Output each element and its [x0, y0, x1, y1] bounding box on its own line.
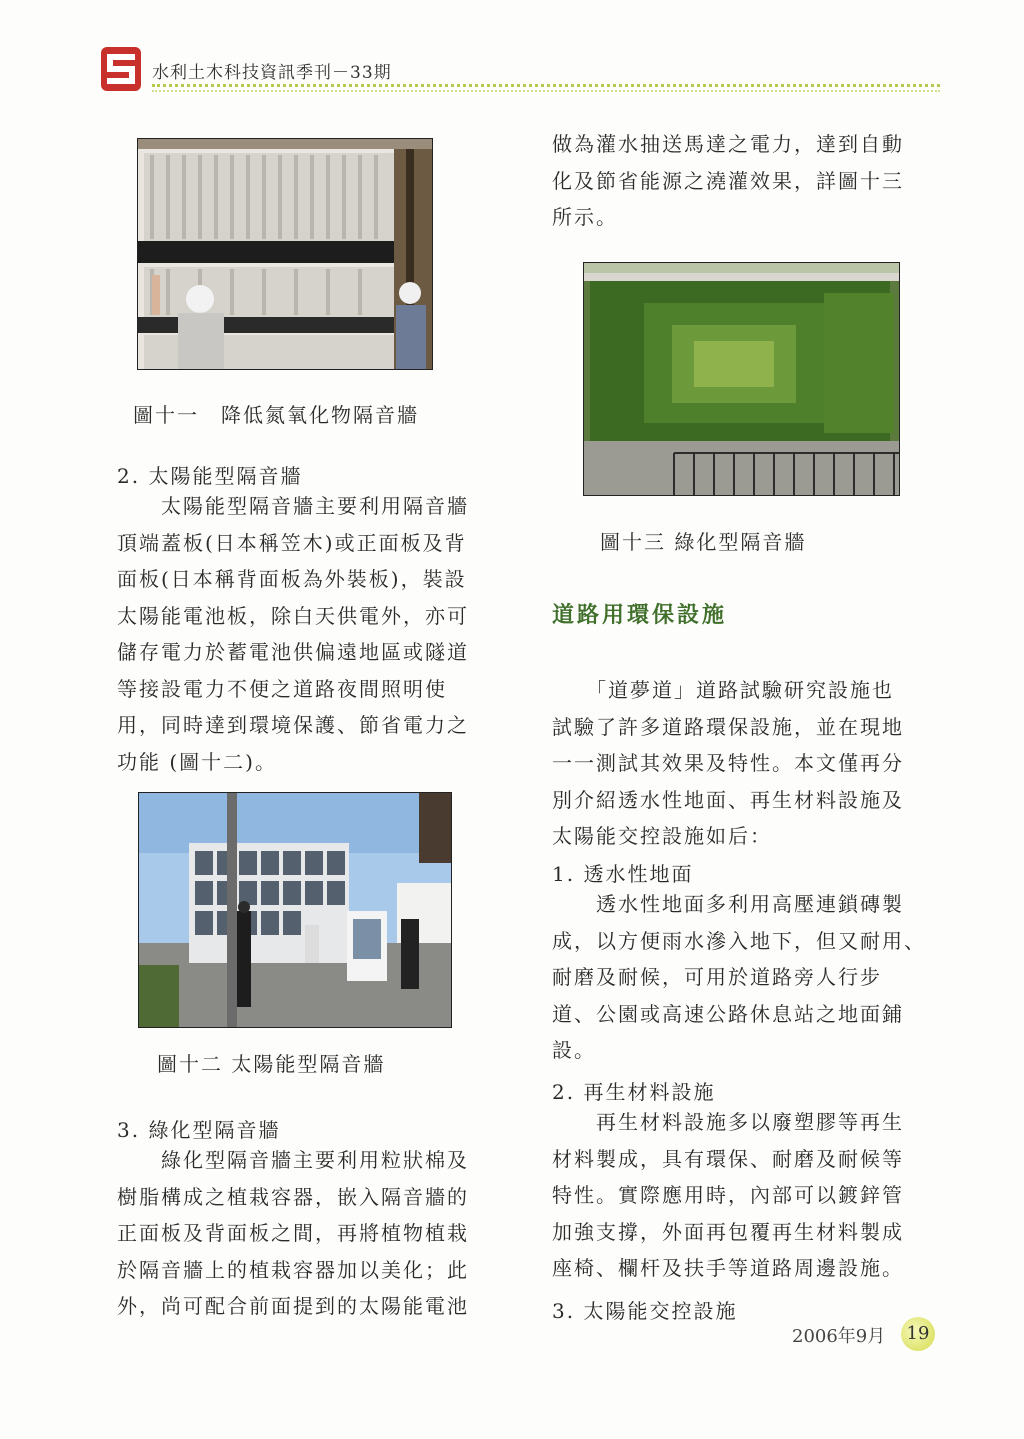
- paragraph-recycled-materials: [552, 1104, 904, 1287]
- text-line: 功能 (圖十二)。: [117, 749, 277, 774]
- heading-solar-traffic-control: 3. 太陽能交控設施: [552, 1299, 738, 1323]
- paragraph-road-facilities-intro: [552, 672, 904, 855]
- journal-logo-icon: [100, 46, 142, 92]
- text-line: 太陽能電池板，除白天供電外，亦可: [117, 603, 469, 628]
- text-line: 成，以方便雨水滲入地下，但又耐用、: [552, 928, 926, 953]
- figure-13-caption: 圖十三 綠化型隔音牆: [600, 530, 807, 554]
- journal-title: 水利土木科技資訊季刊－33期: [152, 63, 392, 83]
- text-line: 外，尚可配合前面提到的太陽能電池: [117, 1294, 469, 1318]
- text-line: 樹脂構成之植栽容器，嵌入隔音牆的: [117, 1184, 469, 1209]
- text-line: 「道夢道」道路試驗研究設施也: [552, 678, 894, 702]
- page-header: [100, 46, 940, 96]
- figure-11-photo: [137, 138, 433, 370]
- paragraph-solar-wall: [117, 488, 469, 780]
- text-line: 座椅、欄杆及扶手等道路周邊設施。: [552, 1256, 904, 1280]
- text-line: 太陽能交控設施如后：: [552, 824, 772, 848]
- text-line: 化及節省能源之澆灌效果，詳圖十三: [552, 168, 904, 193]
- text-line: 等接設電力不便之道路夜間照明使: [117, 676, 447, 701]
- figure-13-photo: [583, 262, 900, 496]
- heading-solar-wall: 2. 太陽能型隔音牆: [117, 464, 303, 488]
- text-line: 綠化型隔音牆主要利用粒狀棉及: [117, 1148, 469, 1172]
- text-line: 面板(日本稱背面板為外裝板)，裝設: [117, 567, 467, 591]
- text-line: 別介紹透水性地面、再生材料設施及: [552, 787, 904, 812]
- heading-permeable-ground: 1. 透水性地面: [552, 862, 694, 886]
- text-line: 道、公園或高速公路休息站之地面鋪: [552, 1001, 904, 1026]
- header-divider: [152, 84, 940, 87]
- section-title: 道路用環保設施: [552, 603, 728, 628]
- text-line: 太陽能型隔音牆主要利用隔音牆: [117, 494, 469, 518]
- text-line: 於隔音牆上的植栽容器加以美化；此: [117, 1257, 469, 1282]
- text-line: 設。: [552, 1038, 596, 1062]
- text-line: 特性。實際應用時，內部可以鍍鋅管: [552, 1183, 904, 1207]
- text-line: 透水性地面多利用高壓連鎖磚製: [552, 892, 904, 916]
- paragraph-irrigation: [552, 126, 904, 236]
- text-line: 再生材料設施多以廢塑膠等再生: [552, 1110, 904, 1134]
- figure-11-caption: 圖十一 降低氮氧化物隔音牆: [133, 403, 419, 427]
- paragraph-green-wall: [117, 1142, 469, 1325]
- text-line: 試驗了許多道路環保設施，並在現地: [552, 714, 904, 739]
- header-divider-secondary: [152, 90, 940, 92]
- figure-12-photo: [138, 792, 452, 1028]
- text-line: 材料製成，具有環保、耐磨及耐候等: [552, 1146, 904, 1171]
- text-line: 耐磨及耐候，可用於道路旁人行步: [552, 965, 882, 989]
- text-line: 所示。: [552, 205, 618, 229]
- text-line: 頂端蓋板(日本稱笠木)或正面板及背: [117, 530, 467, 555]
- text-line: 一一測試其效果及特性。本文僅再分: [552, 751, 904, 775]
- text-line: 用，同時達到環境保護、節省電力之: [117, 713, 469, 737]
- heading-recycled-materials: 2. 再生材料設施: [552, 1080, 716, 1104]
- text-line: 儲存電力於蓄電池供偏遠地區或隧道: [117, 640, 469, 664]
- page-number: 19: [901, 1317, 935, 1351]
- text-line: 正面板及背面板之間，再將植物植栽: [117, 1221, 469, 1245]
- paragraph-permeable-ground: [552, 886, 926, 1069]
- publication-date: 2006年9月: [792, 1326, 886, 1347]
- figure-12-caption: 圖十二 太陽能型隔音牆: [157, 1052, 386, 1076]
- heading-green-wall: 3. 綠化型隔音牆: [117, 1118, 281, 1142]
- text-line: 加強支撐，外面再包覆再生材料製成: [552, 1219, 904, 1244]
- text-line: 做為灌水抽送馬達之電力，達到自動: [552, 132, 904, 156]
